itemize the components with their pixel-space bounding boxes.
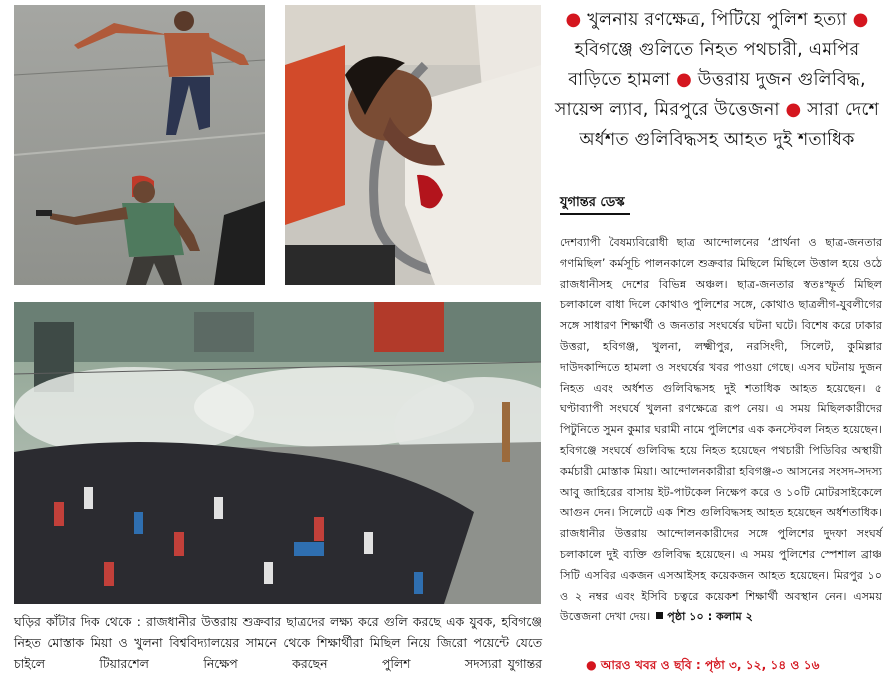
injured-man-photo xyxy=(285,5,541,285)
headline-bullet-icon: ● xyxy=(852,9,869,30)
headline xyxy=(552,5,882,155)
desk-byline: যুগান্তর ডেস্ক xyxy=(560,195,625,210)
headline-item-2: হবিগঞ্জে গুলিতে নিহত পথচারী, এমপির বাড়িতে হামলা xyxy=(568,40,860,90)
more-news-text: আরও খবর ও ছবি : পৃষ্ঠা ৩, ১২, ১৪ ও ১৬ xyxy=(600,658,820,672)
headline-item-3: উত্তরায় দুজন গুলিবিদ্ধ, সায়েন্স ল্যাব, মিরপুরে উত্তেজনা xyxy=(554,70,866,120)
byline-underline xyxy=(560,213,630,215)
crowd-teargas-photo xyxy=(14,302,541,604)
headline-bullet-icon: ● xyxy=(565,9,582,30)
photo-caption xyxy=(14,611,542,683)
jump-reference: পৃষ্ঠা ১০ : কলাম ২ xyxy=(667,610,753,624)
more-bullet-icon: ● xyxy=(586,658,597,672)
caption-credit: যুগান্তর xyxy=(507,656,542,671)
caption-text: ঘড়ির কাঁটার দিক থেকে : রাজধানীর উত্তরায় শুক্রবার ছাত্রদের লক্ষ্য করে গুলি করছে এক যুবক, হবিগঞ্জে নিহত মোস্তাক মিয়া ও খুলনা বিশ্ববিদ্যালয়ের সামনে থেকে শিক্ষার্থীরা মিছিল নিয়ে জিরো পয়েন্টে যেতে চাইলে টিয়ারশেল নিক্ষেপ করছেন পুলিশ সদস্যরা xyxy=(14,614,542,671)
headline-bullet-icon: ● xyxy=(785,99,802,120)
headline-bullet-icon: ● xyxy=(676,69,692,90)
street-shooter-photo xyxy=(14,5,265,285)
article-text: দেশব্যাপী বৈষম্যবিরোধী ছাত্র আন্দোলনের ‘প্রার্থনা ও ছাত্র-জনতার গণমিছিল’ কর্মসূচি পালনকালে শুক্রবার মিছিলে মিছিলে উত্তাল হয়ে ওঠে রাজধানীসহ দেশের বিভিন্ন অঞ্চল। ছাত্র-জনতার স্বতঃস্ফূর্ত মিছিল চলাকালে বাধা দিলে কোথাও পুলিশের সঙ্গে, কোথাও ছাত্রলীগ-যুবলীগের সঙ্গে সাধারণ শিক্ষার্থী ও জনতার সংঘর্ষের ঘটনা ঘটে। বিশেষ করে ঢাকার উত্তরা, হবিগঞ্জ, খুলনা, লক্ষ্মীপুর, নরসিংদী, সিলেট, কুমিল্লার দাউদকান্দিতে হামলা ও সংঘর্ষের খবর পাওয়া গেছে। এসব ঘটনায় দুজন নিহত এবং অর্ধশত গুলিবিদ্ধসহ দুই শতাধিক আহত হয়েছেন। ৫ ঘণ্টাব্যাপী সংঘর্ষে খুলনা রণক্ষেত্রে রূপ নেয়। এ সময় মিছিলকারীদের পিটুনিতে সুমন কুমার ঘরামী নামে পুলিশের এক কনস্টেবল নিহত হয়েছেন। হবিগঞ্জে সংঘর্ষে গুলিবিদ্ধ হয়ে নিহত হয়েছেন পথচারী পিডিবির অস্থায়ী কর্মচারী মোস্তাক মিয়া। আন্দোলনকারীরা হবিগঞ্জ-৩ আসনের সংসদ-সদস্য আবু জাহিরের বাসায় ইট-পাটকেল নিক্ষেপ করে ও ১০টি মোটরসাইকেলে আগুন দেন। সিলেটে এক শিশু গুলিবিদ্ধসহ আহত হয়েছেন অর্ধশতাধিক। রাজধানীর উত্তরায় আন্দোলনকারীদের সঙ্গে পুলিশের দুদফা সংঘর্ষ চলাকালে দুই ব্যক্তি গুলিবিদ্ধ হয়েছেন। এ সময় পুলিশের স্পেশাল ব্রাঞ্চ সিটি এসবির একজন এসআইসহ কয়েকজন আহত হয়েছেন। মিরপুর ১০ ও ২ নম্বর এবং ইসিবি চত্বরে কয়েকশ শিক্ষার্থী অবস্থান নেন। এসময় উত্তেজনা দেখা দেয়। xyxy=(560,236,882,624)
headline-item-1: খুলনায় রণক্ষেত্র, পিটিয়ে পুলিশ হত্যা xyxy=(587,10,847,30)
headline-item-4: সারা দেশে অর্ধশত গুলিবিদ্ধসহ আহত দুই শতাধিক xyxy=(579,100,880,150)
article-body xyxy=(560,233,882,628)
more-news-line xyxy=(586,657,876,677)
jump-square-icon xyxy=(656,612,663,619)
